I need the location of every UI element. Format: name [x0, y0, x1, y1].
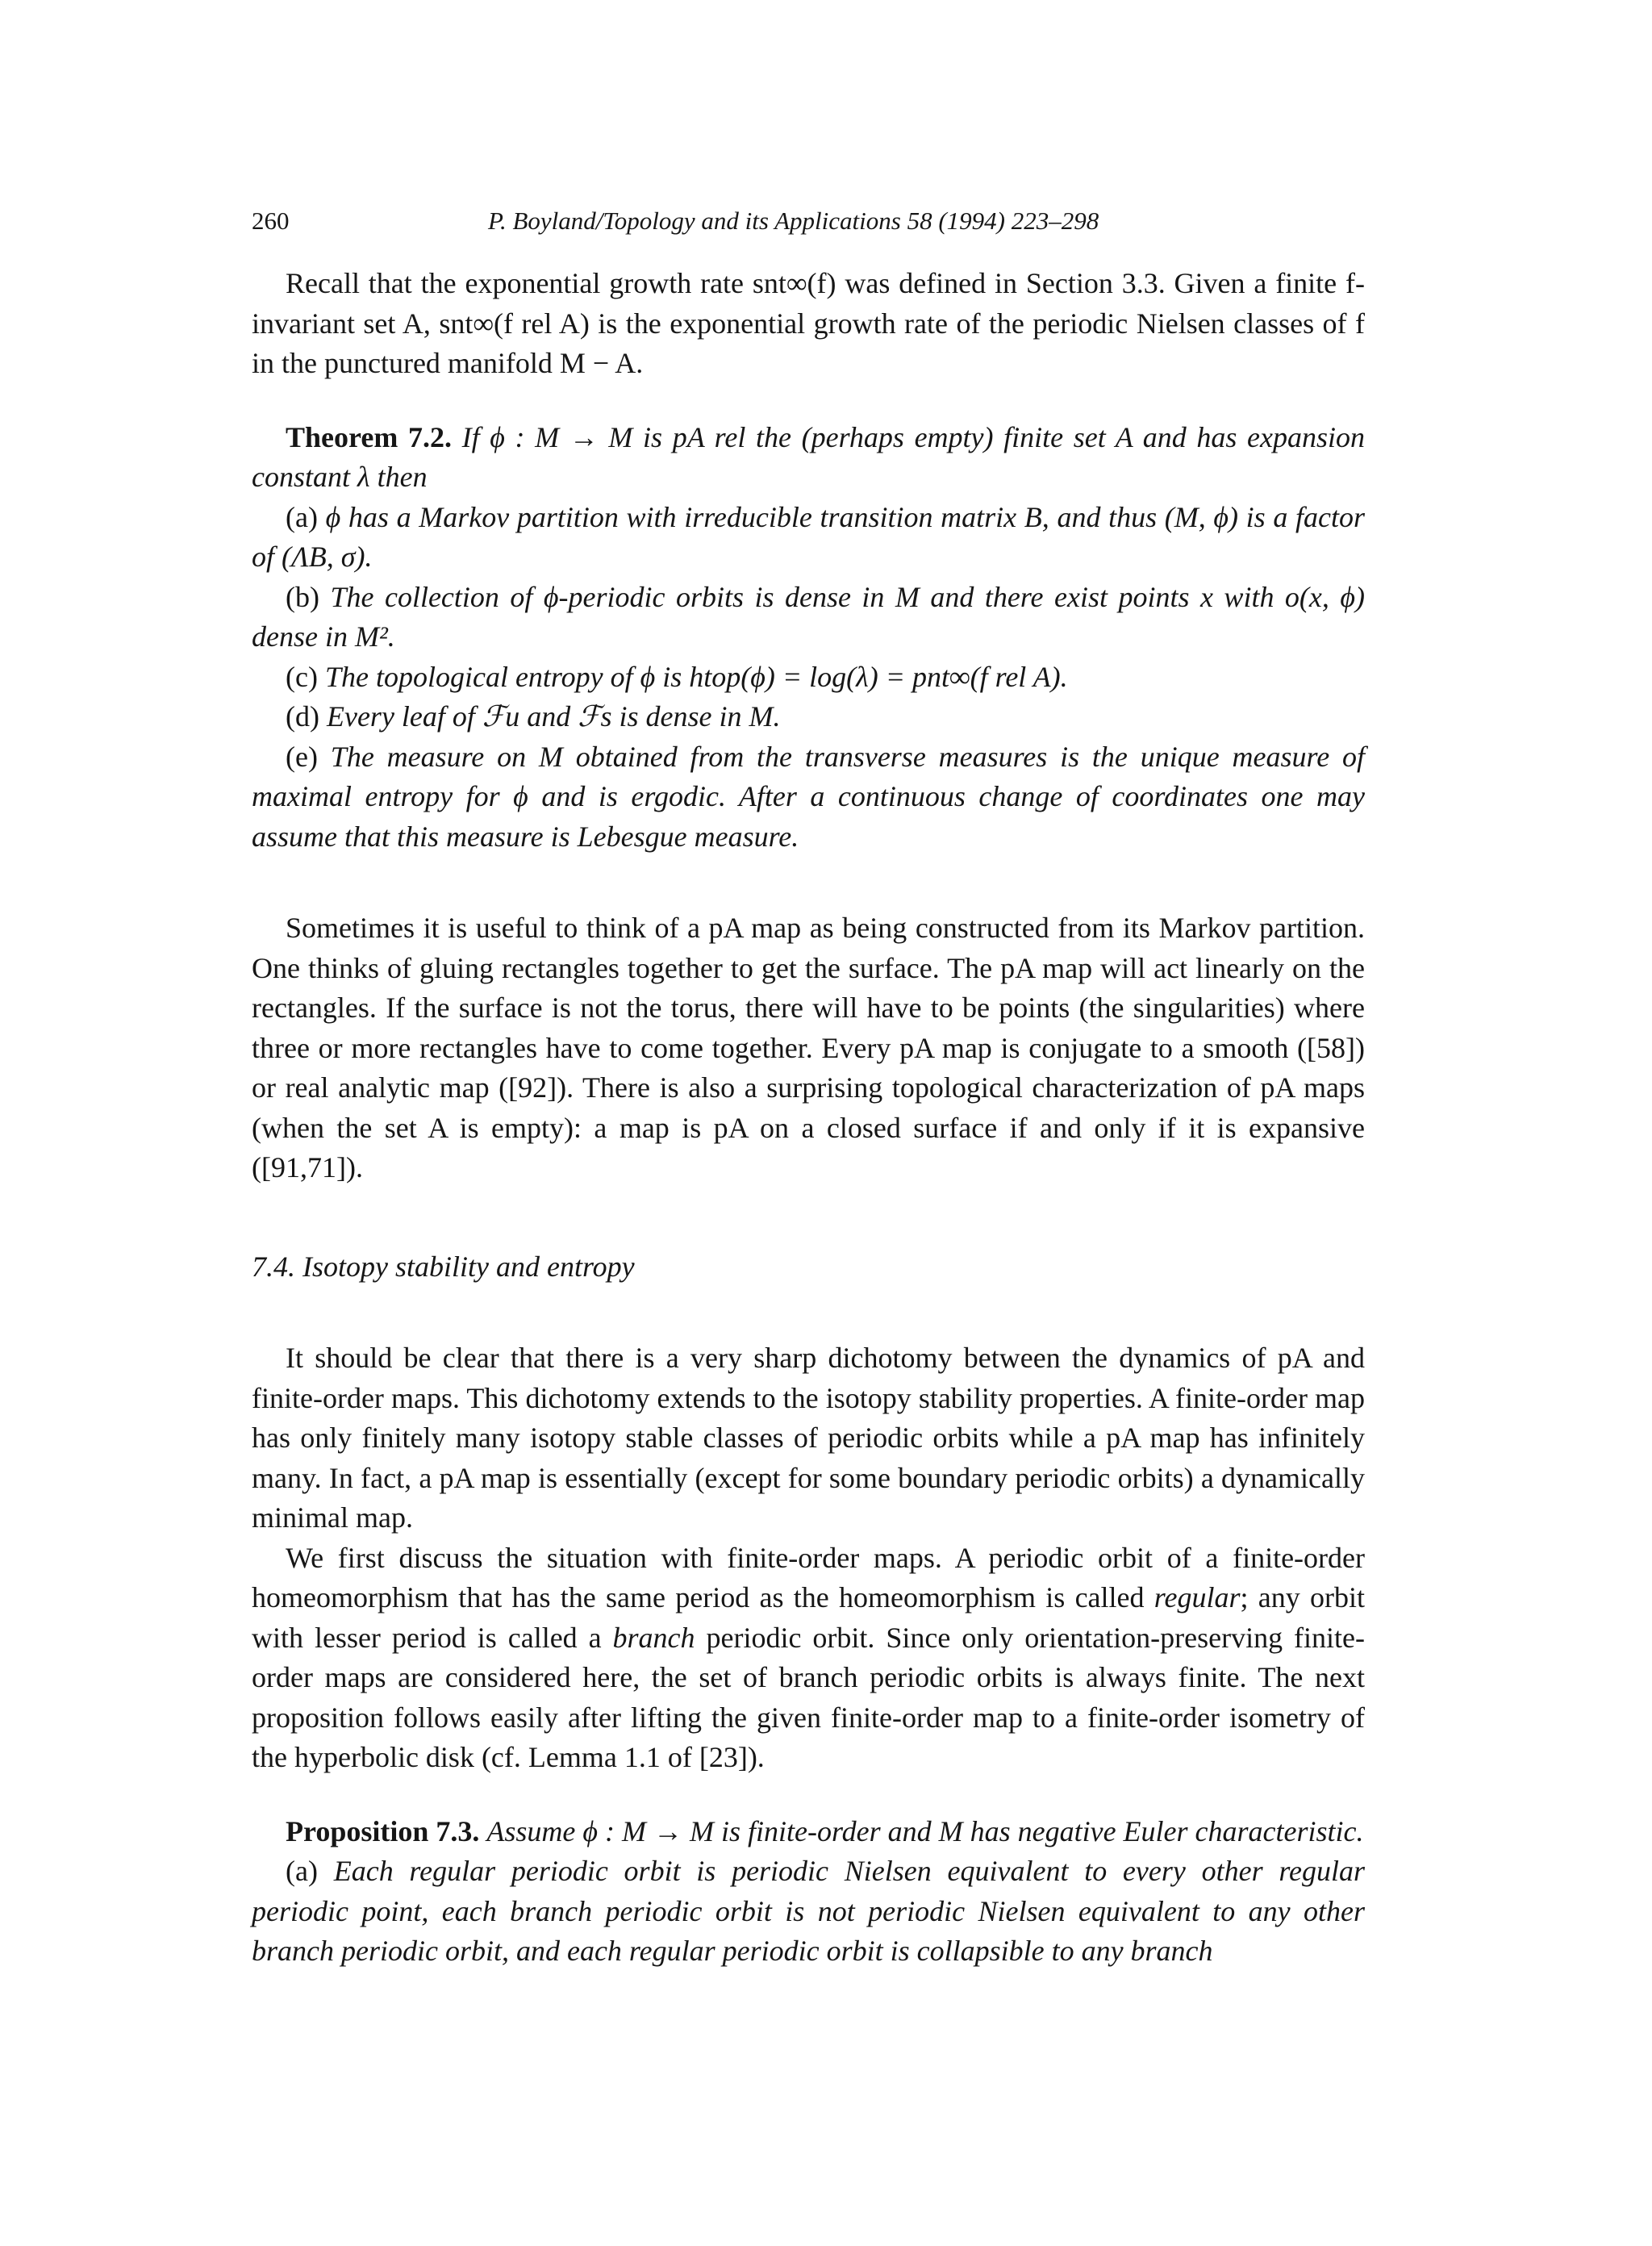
item-text: The topological entropy of ϕ is htop(ϕ) = log(λ) = pnt∞(f rel A). — [324, 660, 1068, 693]
journal-reference: P. Boyland/Topology and its Applications 58 (1994) 223–298 — [488, 207, 1099, 235]
section-paragraph-2 — [252, 1538, 1365, 1778]
paragraph-text: periodic orbit. Since only orientation-preserving finite-order maps are considered here, the set of branch periodic orbits is always finite. The next proposition follows easily after lifting the given finite-order map to a finite-order isometry of the hyperbolic disk (cf. Lemma 1.1 of [23]). — [252, 1621, 1365, 1773]
proposition-7-3 — [252, 1812, 1365, 1972]
paragraph-text: ; any orbit with lesser period is called a — [252, 1581, 1365, 1654]
theorem-statement: If ϕ : M → M is pA rel the (perhaps empty) finite set A and has expansion constant λ then — [252, 420, 1366, 493]
proposition-item-a — [252, 1851, 1365, 1972]
item-tag: (d) — [286, 700, 319, 733]
theorem-item-d — [252, 697, 1365, 737]
term-regular: regular — [1153, 1581, 1241, 1614]
item-text: The collection of ϕ-periodic orbits is dense in M and there exist points x with o(x, ϕ) dense in M². — [252, 580, 1366, 653]
item-tag: (c) — [286, 660, 318, 693]
proposition-label: Proposition 7.3. — [286, 1814, 480, 1847]
theorem-item-c — [252, 658, 1365, 698]
item-text: The measure on M obtained from the transverse measures is the unique measure of maximal entropy for ϕ and is ergodic. After a continuous change of coordinates one may assume that this measure is Lebesgue measure. — [252, 740, 1365, 853]
item-text: ϕ has a Markov partition with irreducible transition matrix B, and thus (M, ϕ) is a factor of (ΛB, σ). — [252, 500, 1365, 573]
markov-paragraph: Sometimes it is useful to think of a pA map as being constructed from its Markov partition. One thinks of gluing rectangles together to get the surface. The pA map will act linearly on the rectangles. If the surface is not the torus, there will have to be points (the singularities) where three or more rectangles have to come together. Every pA map is conjugate to a smooth ([58]) or real analytic map ([92]). There is also a surprising topological characterization of pA maps (when the set A is empty): a map is pA on a closed surface if and only if it is expansive ([91,71]). — [252, 912, 1365, 1184]
item-tag: (a) — [286, 500, 318, 533]
intro-paragraph: Recall that the exponential growth rate snt∞(f) was defined in Section 3.3. Given a finite f-invariant set A, snt∞(f rel A) is the exponential growth rate of the periodic Nielsen classes of f in the punctured manifold M − A. — [252, 267, 1365, 379]
section-heading: 7.4. Isotopy stability and entropy — [252, 1250, 635, 1283]
item-text: Every leaf of ℱu and ℱs is dense in M. — [326, 700, 781, 733]
paragraph-text: We first discuss the situation with finite-order maps. A periodic orbit of a finite-order homeomorphism that has the same period as the homeomorphism is called — [252, 1541, 1365, 1614]
theorem-item-e — [252, 737, 1365, 858]
item-tag: (e) — [286, 740, 318, 773]
page-number: 260 — [252, 207, 290, 235]
theorem-label: Theorem 7.2. — [286, 420, 452, 453]
item-text: Each regular periodic orbit is periodic Nielsen equivalent to every other regular periodic point, each branch periodic orbit is not periodic Nielsen equivalent to any other branch periodic orbit, and each regular periodic orbit is collapsible to any branch — [252, 1855, 1366, 1967]
item-tag: (a) — [286, 1855, 318, 1887]
theorem-item-b — [252, 578, 1365, 658]
proposition-statement: Assume ϕ : M → M is finite-order and M has negative Euler characteristic. — [486, 1814, 1364, 1847]
paper-page — [252, 205, 1365, 1972]
running-head — [252, 205, 1365, 237]
section-paragraph-1: It should be clear that there is a very sharp dichotomy between the dynamics of pA and finite-order maps. This dichotomy extends to the isotopy stability properties. A finite-order map has only finitely many isotopy stable classes of periodic orbits while a pA map has infinitely many. In fact, a pA map is essentially (except for some boundary periodic orbits) a dynamically minimal map. — [252, 1342, 1365, 1534]
theorem-item-a — [252, 498, 1365, 578]
theorem-7-2 — [252, 418, 1365, 858]
term-branch: branch — [612, 1621, 695, 1654]
item-tag: (b) — [286, 580, 319, 613]
